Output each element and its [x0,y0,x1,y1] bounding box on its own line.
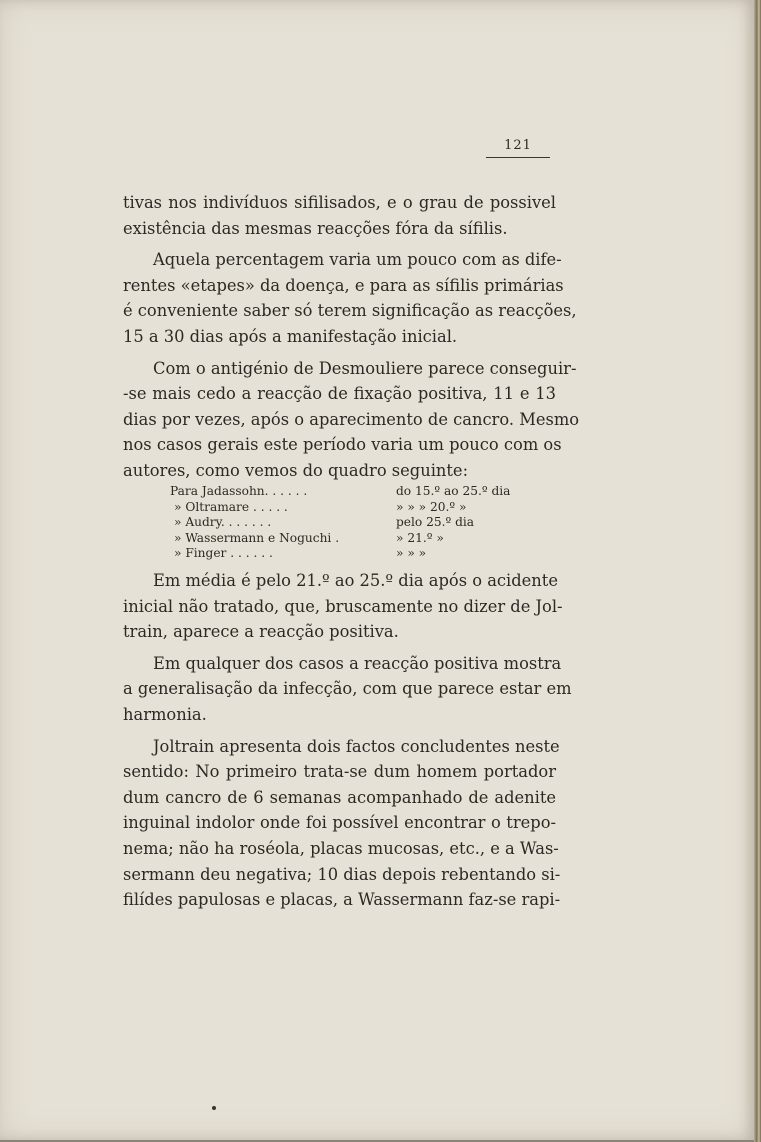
table-label: » Finger . . . . . . [174,546,273,561]
text-block-bottom [123,568,572,913]
text-line: Em média é pelo 21.º ao 25.º dia após o acidente [153,571,558,590]
text-block-top [123,190,580,484]
table-value: pelo 25.º dia [396,515,475,530]
text-line: sermann deu negativa; 10 dias depois rebentando si- [123,864,561,884]
table-value: » » » [396,546,427,561]
table-value: » » » 20.º » [396,499,467,514]
table-label: » Wassermann e Noguchi . [174,530,340,545]
text-line: é conveniente saber só terem significação as reacções, [123,301,577,321]
table-value: do 15.º ao 25.º dia [396,484,511,498]
text-line: existência das mesmas reacções fóra da sífilis. [123,218,508,238]
text-line: sentido: No primeiro trata-se dum homem portador [123,762,556,782]
table-row [170,531,530,547]
text-line: nema; não ha roséola, placas mucosas, etc., e a Was- [123,838,559,858]
table-row [170,546,530,562]
text-line: rentes «etapes» da doença, e para as sífilis primárias [123,275,564,295]
paragraph-5 [123,651,572,728]
text-line: inguinal indolor onde foi possível encontrar o trepo- [123,813,556,833]
paragraph-1 [123,190,556,241]
table-label: » Audry. . . . . . . [174,515,272,530]
table-value: » 21.º » [396,530,444,545]
ink-speck [212,1106,216,1110]
table-label: Para Jadassohn. . . . . . [170,484,308,498]
table-row [170,515,530,531]
text-line: inicial não tratado, que, bruscamente no dizer de Jol- [123,596,563,616]
text-line: harmonia. [123,704,207,724]
paragraph-6 [123,734,561,913]
page-edge [754,0,761,1142]
text-line: a generalisação da infecção, com que parece estar em [123,679,572,699]
text-line: -se mais cedo a reacção de fixação positiva, 11 e 13 [123,384,556,404]
text-line: autores, como vemos do quadro seguinte: [123,460,469,480]
text-line: dias por vezes, após o aparecimento de cancro. Mesmo [123,409,580,429]
text-line: Joltrain apresenta dois factos concludentes neste [153,736,560,756]
text-line: filídes papulosas e placas, a Wassermann faz-se rapi- [123,890,561,910]
text-line: tivas nos indivíduos sifilisados, e o grau de possivel [123,193,556,212]
paragraph-4 [123,568,563,645]
table-row [170,484,530,500]
table-row [170,500,530,516]
text-line: Aquela percentagem varia um pouco com as dife- [153,250,562,270]
text-line: Em qualquer dos casos a reacção positiva mostra [153,653,562,673]
text-line: dum cancro de 6 semanas acompanhado de adenite [123,787,556,807]
text-line: Com o antigénio de Desmouliere parece conseguir- [153,358,577,378]
text-line: nos casos gerais este período varia um pouco com os [123,435,562,455]
page-number: 121 [486,138,550,158]
paragraph-3 [123,356,580,484]
text-line: train, aparece a reacção positiva. [123,622,399,642]
text-line: 15 a 30 dias após a manifestação inicial. [123,326,458,346]
table-label: » Oltramare . . . . . [174,499,288,514]
authors-table [170,484,530,562]
paragraph-2 [123,247,577,349]
